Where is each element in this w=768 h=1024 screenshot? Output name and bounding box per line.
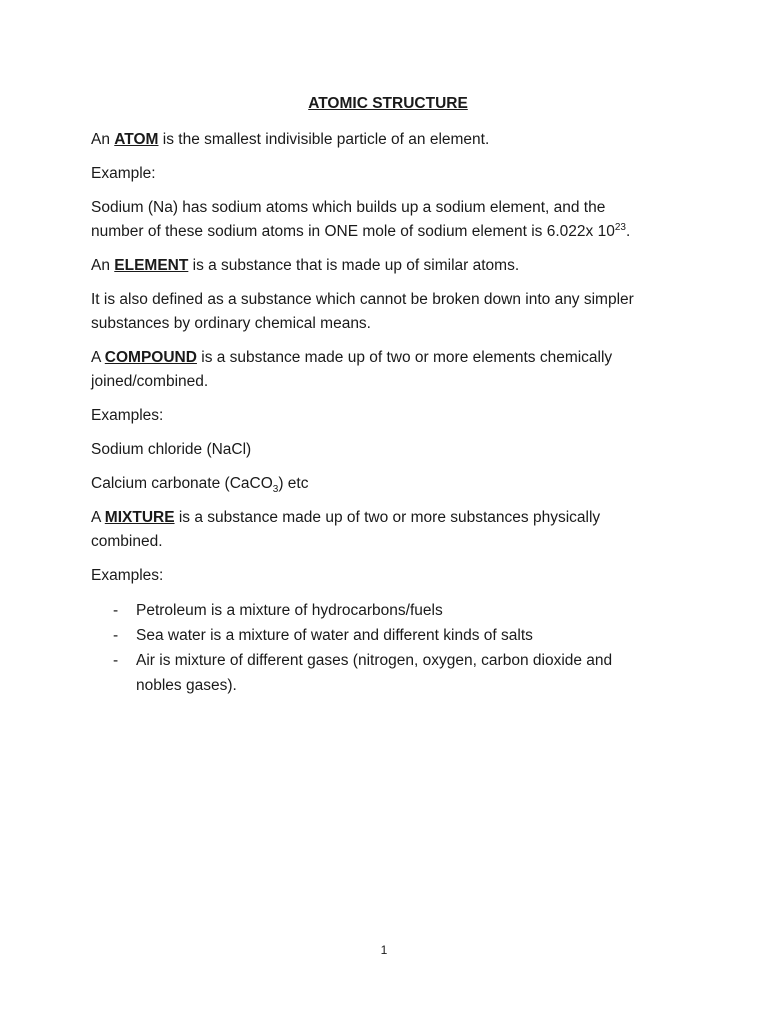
document-body [91,128,651,698]
caco3-text-rest: ) etc [278,475,309,492]
page-title [0,95,768,113]
term-compound: COMPOUND [104,349,197,366]
element-definition-rest: is a substance that is made up of similar atoms. [188,257,520,274]
mixture-examples-list [91,598,651,698]
page-title-text: ATOMIC STRUCTURE [308,95,468,112]
compound-example-caco3 [91,472,651,496]
compound-definition-rest: is a substance made up of two or more elements chemically joined/combined. [91,349,613,390]
mixture-definition-rest: is a substance made up of two or more substances physically combined. [91,509,601,550]
term-mixture: MIXTURE [104,509,175,526]
element-definition-lead: An [91,257,115,274]
list-item [91,648,651,698]
list-dash: - [113,652,119,669]
term-element: ELEMENT [114,257,189,274]
list-item-text: Air is mixture of different gases (nitrogen, oxygen, carbon dioxide and nobles gases). [136,652,613,694]
compound-definition [91,346,651,394]
caco3-text-lead: Calcium carbonate (CaCO [91,475,273,492]
mixture-definition [91,506,651,554]
list-item-text: Sea water is a mixture of water and different kinds of salts [136,627,533,644]
sodium-example-text: Sodium (Na) has sodium atoms which builds up a sodium element, and the number of these sodium atoms in ONE mole of sodium element is 6.022x 10 [91,199,615,240]
element-alt-definition: It is also defined as a substance which cannot be broken down into any simpler substances by ordinary chemical means. [91,291,634,332]
example-label: Example: [91,165,156,182]
compound-example-nacl: Sodium chloride (NaCl) [91,441,252,458]
list-dash: - [113,602,119,619]
sodium-example [91,196,651,244]
compound-definition-lead: A [91,349,105,366]
mixture-definition-lead: A [91,509,105,526]
list-item [91,623,651,648]
compound-examples-label: Examples: [91,407,164,424]
sodium-example-end: . [625,223,631,240]
list-item-text: Petroleum is a mixture of hydrocarbons/fuels [136,602,443,619]
atom-definition-rest: is the smallest indivisible particle of an element. [158,131,490,148]
element-definition [91,254,651,278]
list-item [91,598,651,623]
list-dash: - [113,627,119,644]
atom-definition [91,128,651,152]
avogadro-exponent: 23 [614,221,626,233]
term-atom: ATOM [114,131,159,148]
mixture-examples-label: Examples: [91,567,164,584]
caco3-subscript: 3 [272,484,279,496]
atom-definition-lead: An [91,131,115,148]
page-number: 1 [380,943,388,957]
